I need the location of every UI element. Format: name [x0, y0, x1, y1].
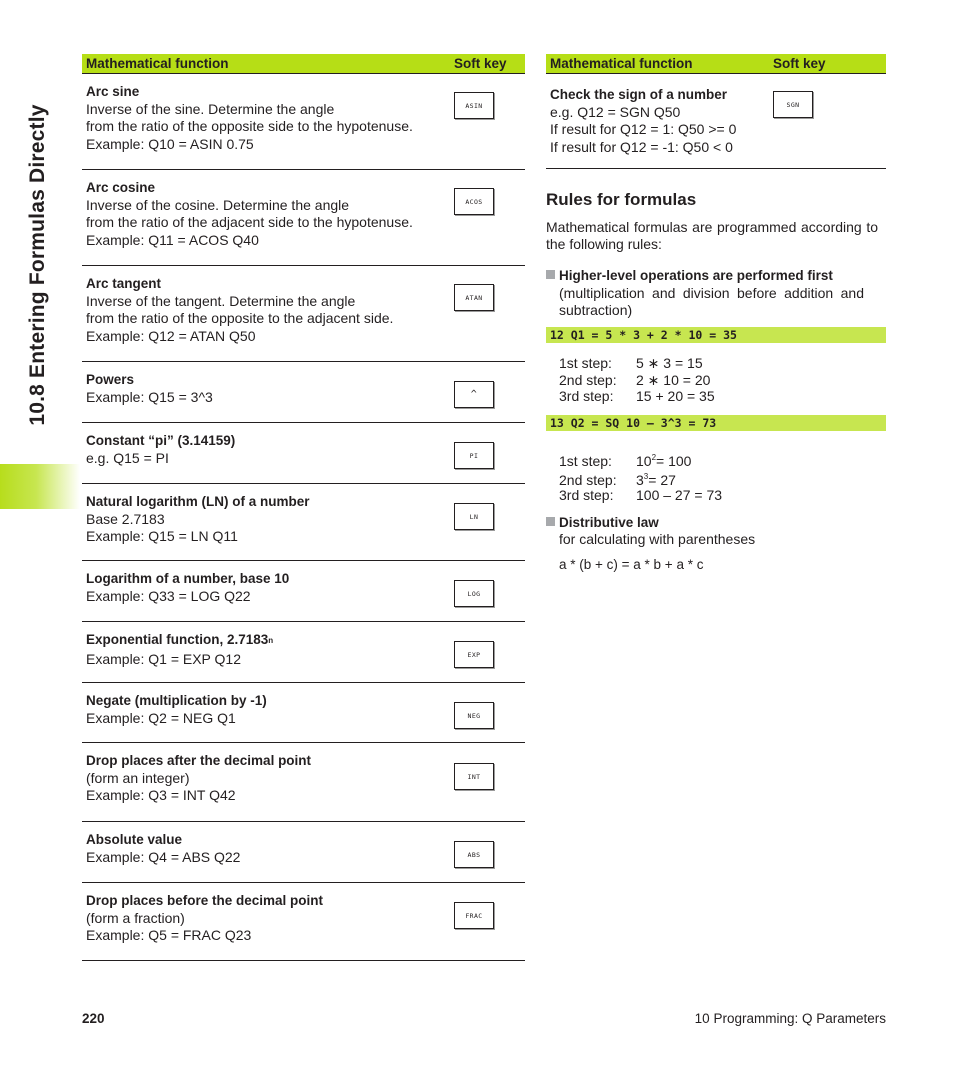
table-row-acos [82, 169, 525, 266]
code-line-q2: 13 Q2 = SQ 10 – 3^3 = 73 [546, 415, 886, 431]
bullet-distributive: Distributive law [546, 515, 659, 530]
row-title: Check the sign of a number [550, 87, 728, 102]
table-row-sgn [546, 73, 886, 169]
row-title: Constant “pi” (3.14159) [86, 433, 236, 448]
softkey-int[interactable]: INT [454, 763, 494, 790]
row-line: Example: Q5 = FRAC Q23 [86, 927, 252, 943]
row-line: If result for Q12 = -1: Q50 < 0 [550, 138, 733, 155]
softkey-log[interactable]: LOG [454, 580, 494, 607]
row-title: Exponential function, 2.7183n [86, 632, 274, 647]
row-title: Absolute value [86, 832, 183, 847]
table-row-asin [82, 73, 525, 170]
bullet-square-icon [546, 517, 555, 526]
row-line: Example: Q4 = ABS Q22 [86, 848, 241, 865]
table-row-pi [82, 422, 525, 484]
table-row-powers [82, 361, 525, 423]
steps-list-1 [559, 355, 715, 405]
bullet-higher-level: Higher-level operations are performed first [546, 268, 833, 283]
row-line: from the ratio of the opposite to the adjacent side. [86, 310, 394, 326]
row-line: Example: Q10 = ASIN 0.75 [86, 135, 254, 152]
row-title: Powers [86, 372, 135, 387]
row-line: Example: Q15 = 3^3 [86, 388, 213, 405]
distributive-formula: a * (b + c) = a * b + a * c [559, 557, 704, 572]
row-line: from the ratio of the adjacent side to the hypotenuse. [86, 214, 413, 230]
row-title: Arc tangent [86, 276, 162, 291]
step-row: 3rd step: 15 + 20 = 35 [559, 388, 715, 404]
rules-heading: Rules for formulas [546, 190, 697, 209]
row-line: If result for Q12 = 1: Q50 >= 0 [550, 121, 737, 137]
softkey-frac[interactable]: FRAC [454, 902, 494, 929]
table-row-frac [82, 882, 525, 961]
table-row-neg [82, 682, 525, 743]
col-softkey-label: Soft key [454, 56, 507, 71]
row-title: Arc cosine [86, 180, 156, 195]
footer-chapter: 10 Programming: Q Parameters [694, 1011, 886, 1026]
rules-intro: Mathematical formulas are programmed according to the following rules: [546, 219, 878, 252]
row-line: Example: Q11 = ACOS Q40 [86, 231, 259, 248]
table-row-exp [82, 621, 525, 683]
row-title: Drop places before the decimal point [86, 893, 324, 908]
side-chapter-title: 10.8 Entering Formulas Directly [26, 104, 49, 426]
row-line: from the ratio of the opposite side to the hypotenuse. [86, 118, 413, 134]
softkey-sgn[interactable]: SGN [773, 91, 813, 118]
page-number: 220 [82, 1011, 105, 1026]
row-line: Inverse of the sine. Determine the angle [86, 100, 335, 117]
row-title: Logarithm of a number, base 10 [86, 571, 290, 586]
softkey-exp[interactable]: EXP [454, 641, 494, 668]
step-row: 3rd step: 100 – 27 = 73 [559, 487, 723, 504]
table-row-abs [82, 821, 525, 883]
softkey-ln[interactable]: LN [454, 503, 494, 530]
row-line: Example: Q15 = LN Q11 [86, 528, 238, 544]
row-line: (form an integer) [86, 769, 190, 786]
softkey-power[interactable]: ^ [454, 381, 494, 408]
row-title: Drop places after the decimal point [86, 753, 312, 768]
left-table-header [82, 54, 525, 74]
row-line: Example: Q2 = NEG Q1 [86, 709, 236, 726]
col-softkey-label: Soft key [773, 56, 826, 71]
row-line: e.g. Q15 = PI [86, 449, 169, 466]
steps-list-2 [559, 450, 722, 504]
row-line: (form a fraction) [86, 909, 185, 926]
row-title: Natural logarithm (LN) of a number [86, 494, 310, 509]
table-row-int [82, 742, 525, 822]
row-line: Base 2.7183 [86, 510, 165, 527]
softkey-acos[interactable]: ACOS [454, 188, 494, 215]
softkey-atan[interactable]: ATAN [454, 284, 494, 311]
step-row: 1st step: 5 ∗ 3 = 15 [559, 355, 703, 371]
softkey-asin[interactable]: ASIN [454, 92, 494, 119]
step-row: 2nd step: 2 ∗ 10 = 20 [559, 371, 711, 388]
step-row: 2nd step: $3^3= 27$ [559, 471, 676, 488]
side-tab-marker [0, 464, 80, 509]
table-row-ln [82, 483, 525, 561]
col-function-label: Mathematical function [550, 56, 693, 71]
row-line: Inverse of the cosine. Determine the angle [86, 196, 350, 213]
col-function-label: Mathematical function [86, 56, 229, 71]
right-table-header [546, 54, 886, 74]
bullet-square-icon [546, 270, 555, 279]
bullet-distributive-text: for calculating with parentheses [559, 531, 756, 547]
row-title: Arc sine [86, 84, 140, 99]
row-line: Example: Q1 = EXP Q12 [86, 650, 241, 667]
row-line: Example: Q33 = LOG Q22 [86, 587, 251, 604]
bullet-higher-level-text: (multiplication and division before addition and subtraction) [559, 285, 864, 318]
softkey-neg[interactable]: NEG [454, 702, 494, 729]
row-line: Example: Q3 = INT Q42 [86, 787, 236, 803]
softkey-abs[interactable]: ABS [454, 841, 494, 868]
table-row-log [82, 560, 525, 622]
row-line: e.g. Q12 = SGN Q50 [550, 103, 681, 120]
code-line-q1: 12 Q1 = 5 * 3 + 2 * 10 = 35 [546, 327, 886, 343]
row-line: Example: Q12 = ATAN Q50 [86, 327, 256, 344]
softkey-pi[interactable]: PI [454, 442, 494, 469]
step-row: 1st step: $10^2= 100$ [559, 452, 692, 469]
row-line: Inverse of the tangent. Determine the angle [86, 292, 356, 309]
table-row-atan [82, 265, 525, 362]
row-title: Negate (multiplication by -1) [86, 693, 267, 708]
